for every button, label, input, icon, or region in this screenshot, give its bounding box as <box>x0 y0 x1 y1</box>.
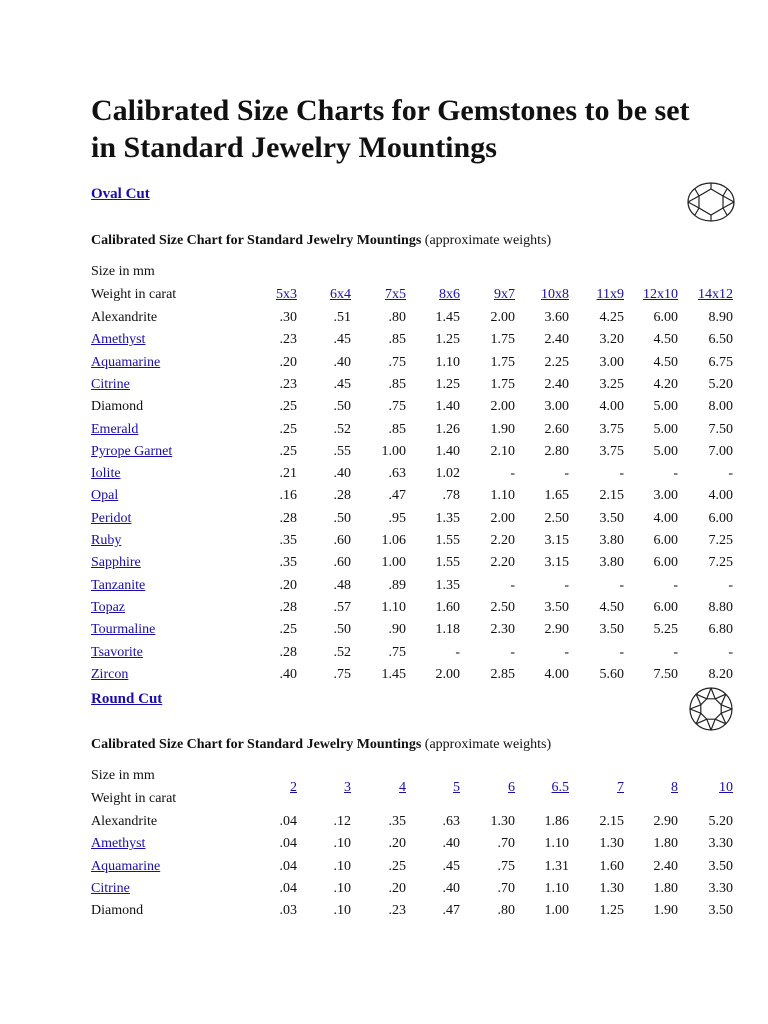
table-row <box>91 859 736 881</box>
weight-cell: .55 <box>333 443 351 459</box>
gem-name[interactable]: Topaz <box>91 599 126 615</box>
weight-cell: 3.00 <box>653 488 678 504</box>
weight-cell: 2.25 <box>544 354 569 370</box>
weight-in-carat-label: Weight in carat <box>91 791 177 806</box>
weight-cell: 2.85 <box>490 666 515 682</box>
weight-cell: .25 <box>279 622 297 638</box>
round-cut-link[interactable]: Round Cut <box>91 691 163 707</box>
chart-title <box>91 737 551 753</box>
table-row <box>91 466 736 488</box>
table-row <box>91 422 736 444</box>
size-link-6[interactable]: 6 <box>508 780 515 795</box>
weight-cell: 1.90 <box>653 903 678 919</box>
table-row <box>91 377 736 399</box>
size-link-5[interactable]: 5 <box>453 780 460 795</box>
weight-cell: .60 <box>333 555 351 571</box>
weight-cell: 5.00 <box>653 399 678 415</box>
weight-cell: 1.80 <box>653 880 678 896</box>
weight-cell: - <box>510 577 515 593</box>
weight-cell: 1.35 <box>435 577 460 593</box>
weight-cell: - <box>510 466 515 482</box>
weight-cell: .20 <box>279 354 297 370</box>
weight-cell: 1.40 <box>435 443 460 459</box>
table-row <box>91 600 736 622</box>
weight-cell: .23 <box>388 903 406 919</box>
size-link-7[interactable]: 7 <box>617 780 624 795</box>
weight-cell: 1.25 <box>435 332 460 348</box>
weight-cell: 3.15 <box>544 533 569 548</box>
weight-cell: .25 <box>279 443 297 459</box>
weight-cell: .23 <box>279 332 297 348</box>
weight-cell: 3.00 <box>544 399 569 415</box>
weight-cell: 5.60 <box>599 666 624 682</box>
weight-cell: 3.20 <box>599 332 624 348</box>
gem-name: Alexandrite <box>91 310 158 325</box>
gem-name: Diamond <box>91 903 144 919</box>
weight-cell: - <box>673 644 678 660</box>
gem-name: Diamond <box>91 399 144 415</box>
weight-cell: 4.25 <box>599 310 624 325</box>
size-link-2[interactable]: 2 <box>290 780 297 795</box>
gem-name[interactable]: Amethyst <box>91 836 146 852</box>
weight-cell: 1.18 <box>435 622 460 638</box>
weight-cell: .10 <box>333 880 351 896</box>
size-link-11x9[interactable]: 11x9 <box>596 287 624 302</box>
oval-cut-link[interactable]: Oval Cut <box>91 186 150 202</box>
weight-cell: 1.02 <box>435 466 460 482</box>
gem-name[interactable]: Citrine <box>91 880 130 896</box>
table-row <box>91 533 736 555</box>
weight-cell: .40 <box>333 354 351 370</box>
weight-cell: 3.50 <box>544 599 569 615</box>
weight-cell: .70 <box>497 880 515 896</box>
size-link-10x8[interactable]: 10x8 <box>541 287 569 302</box>
size-link-3[interactable]: 3 <box>344 780 351 795</box>
weight-cell: .04 <box>279 880 297 896</box>
weight-cell: 1.65 <box>544 488 569 504</box>
round-cut-gem-icon <box>686 687 736 731</box>
weight-cell: .75 <box>388 644 406 660</box>
weight-cell: 3.50 <box>708 858 733 874</box>
size-link-5x3[interactable]: 5x3 <box>276 287 297 302</box>
weight-cell: 1.06 <box>381 533 406 548</box>
weight-cell: 6.75 <box>708 354 733 370</box>
weight-cell: - <box>728 644 733 660</box>
weight-cell: 3.50 <box>599 510 624 526</box>
weight-cell: .21 <box>279 466 297 482</box>
weight-cell: 4.20 <box>653 376 678 392</box>
weight-cell: 1.00 <box>544 903 569 919</box>
gem-name[interactable]: Citrine <box>91 376 130 392</box>
weight-cell: - <box>455 644 460 660</box>
weight-cell: 1.25 <box>599 903 624 919</box>
weight-cell: 1.00 <box>381 443 406 459</box>
size-in-mm-label: Size in mm <box>91 264 155 279</box>
weight-cell: .45 <box>333 376 351 392</box>
weight-cell: 4.00 <box>708 488 733 504</box>
weight-cell: .85 <box>388 376 406 392</box>
weight-cell: 2.50 <box>544 510 569 526</box>
weight-cell: 1.86 <box>544 814 569 829</box>
weight-cell: 6.00 <box>653 533 678 548</box>
weight-cell: 1.25 <box>435 376 460 392</box>
weight-cell: 7.25 <box>708 555 733 571</box>
weight-cell: .23 <box>279 376 297 392</box>
weight-cell: 4.50 <box>653 332 678 348</box>
weight-cell: 1.35 <box>435 510 460 526</box>
weight-cell: .45 <box>333 332 351 348</box>
size-link-4[interactable]: 4 <box>399 780 406 795</box>
weight-cell: .50 <box>333 622 351 638</box>
weight-cell: 8.80 <box>708 599 733 615</box>
weight-cell: .75 <box>388 399 406 415</box>
size-link-14x12[interactable]: 14x12 <box>698 287 733 302</box>
weight-cell: .51 <box>333 310 351 325</box>
weight-cell: .25 <box>279 399 297 415</box>
weight-cell: 3.80 <box>599 555 624 571</box>
weight-cell: .52 <box>333 421 351 437</box>
weight-cell: 3.30 <box>708 880 733 896</box>
weight-cell: .12 <box>333 814 351 829</box>
gem-name[interactable]: Tsavorite <box>91 644 143 660</box>
weight-cell: 5.20 <box>708 814 733 829</box>
gem-name: Alexandrite <box>91 814 158 829</box>
weight-cell: .52 <box>333 644 351 660</box>
weight-cell: .75 <box>388 354 406 370</box>
weight-cell: .80 <box>388 310 406 325</box>
table-row <box>91 555 736 577</box>
weight-cell: .45 <box>442 858 460 874</box>
weight-cell: 4.00 <box>653 510 678 526</box>
weight-cell: .10 <box>333 836 351 852</box>
gem-name[interactable]: Opal <box>91 488 119 504</box>
weight-cell: 1.60 <box>599 858 624 874</box>
weight-cell: 7.00 <box>708 443 733 459</box>
weight-cell: 1.30 <box>599 836 624 852</box>
weight-cell: 2.30 <box>490 622 515 638</box>
gem-name[interactable]: Tourmaline <box>91 622 156 638</box>
weight-cell: 6.80 <box>708 622 733 638</box>
weight-cell: .28 <box>279 510 297 526</box>
gem-name[interactable]: Peridot <box>91 510 132 526</box>
table-row <box>91 836 736 858</box>
gem-name[interactable]: Emerald <box>91 421 139 437</box>
weight-cell: 1.40 <box>435 399 460 415</box>
size-label-row <box>91 264 736 286</box>
gem-name[interactable]: Iolite <box>91 466 121 482</box>
weight-cell: 1.30 <box>599 880 624 896</box>
weight-cell: 3.25 <box>599 376 624 392</box>
weight-cell: 1.80 <box>653 836 678 852</box>
size-header-row <box>91 287 736 309</box>
size-link-6x4[interactable]: 6x4 <box>330 287 351 302</box>
weight-cell: .50 <box>333 399 351 415</box>
page-title: Calibrated Size Charts for Gemstones to be set in Standard Jewelry Mountings <box>91 94 690 164</box>
size-link-9x7[interactable]: 9x7 <box>494 287 515 302</box>
size-link-8x6[interactable]: 8x6 <box>439 287 460 302</box>
weight-cell: 2.00 <box>490 310 515 325</box>
weight-cell: 3.50 <box>708 903 733 919</box>
weight-cell: 6.00 <box>653 555 678 571</box>
size-link-7x5[interactable]: 7x5 <box>385 287 406 302</box>
weight-cell: 4.00 <box>544 666 569 682</box>
table-row <box>91 355 736 377</box>
weight-cell: 5.20 <box>708 376 733 392</box>
weight-cell: 2.60 <box>544 421 569 437</box>
chart-title-bold: Calibrated Size Chart for Standard Jewelry Mountings <box>91 233 422 248</box>
weight-cell: - <box>673 466 678 482</box>
weight-cell: .57 <box>333 599 351 615</box>
weight-cell: 1.26 <box>435 421 460 437</box>
size-link-12x10[interactable]: 12x10 <box>643 287 678 302</box>
gem-name[interactable]: Aquamarine <box>91 354 161 370</box>
weight-cell: .40 <box>333 466 351 482</box>
table-row <box>91 622 736 644</box>
weight-cell: - <box>619 644 624 660</box>
weight-cell: - <box>619 466 624 482</box>
weight-cell: .03 <box>279 903 297 919</box>
weight-cell: 1.00 <box>381 555 406 571</box>
gem-name[interactable]: Tanzanite <box>91 577 146 593</box>
weight-cell: - <box>619 577 624 593</box>
weight-cell: .25 <box>279 421 297 437</box>
weight-cell: 2.20 <box>490 555 515 571</box>
weight-cell: 2.90 <box>544 622 569 638</box>
weight-cell: .48 <box>333 577 351 593</box>
table-row <box>91 511 736 533</box>
weight-cell: .85 <box>388 332 406 348</box>
weight-cell: 1.30 <box>490 814 515 829</box>
weight-cell: 3.75 <box>599 421 624 437</box>
weight-cell: 1.55 <box>435 555 460 571</box>
weight-cell: 2.15 <box>599 488 624 504</box>
weight-cell: - <box>673 577 678 593</box>
weight-cell: .35 <box>279 555 297 571</box>
weight-cell: 3.60 <box>544 310 569 325</box>
weight-cell: .30 <box>279 310 297 325</box>
weight-cell: .25 <box>388 858 406 874</box>
weight-cell: 6.50 <box>708 332 733 348</box>
weight-cell: 2.10 <box>490 443 515 459</box>
weight-cell: .20 <box>388 880 406 896</box>
weight-cell: 5.25 <box>653 622 678 638</box>
weight-cell: .04 <box>279 814 297 829</box>
table-row <box>91 310 736 332</box>
table-row <box>91 399 736 421</box>
weight-cell: - <box>728 577 733 593</box>
size-header-row <box>91 780 736 802</box>
weight-cell: 1.10 <box>544 880 569 896</box>
weight-cell: .10 <box>333 903 351 919</box>
weight-cell: 2.00 <box>490 399 515 415</box>
weight-cell: .04 <box>279 858 297 874</box>
size-link-6.5[interactable]: 6.5 <box>551 780 569 795</box>
size-link-8[interactable]: 8 <box>671 780 678 795</box>
table-row <box>91 903 736 925</box>
weight-cell: .95 <box>388 510 406 526</box>
weight-cell: 1.31 <box>544 858 569 874</box>
weight-cell: 2.40 <box>544 376 569 392</box>
weight-cell: .80 <box>497 903 515 919</box>
weight-cell: 2.90 <box>653 814 678 829</box>
weight-in-carat-label: Weight in carat <box>91 287 177 302</box>
weight-cell: .10 <box>333 858 351 874</box>
weight-cell: 8.00 <box>708 399 733 415</box>
weight-cell: .40 <box>279 666 297 682</box>
weight-cell: .63 <box>388 466 406 482</box>
chart-note: (approximate weights) <box>424 737 552 752</box>
weight-cell: .35 <box>388 814 406 829</box>
chart-title <box>91 233 551 249</box>
gem-name[interactable]: Sapphire <box>91 555 141 571</box>
weight-cell: 1.75 <box>490 376 515 392</box>
weight-cell: 2.00 <box>435 666 460 682</box>
weight-cell: 2.80 <box>544 443 569 459</box>
weight-cell: .20 <box>388 836 406 852</box>
weight-cell: .40 <box>442 880 460 896</box>
weight-cell: .40 <box>442 836 460 852</box>
weight-cell: .89 <box>388 577 406 593</box>
size-in-mm-label: Size in mm <box>91 768 155 783</box>
weight-cell: .75 <box>497 858 515 874</box>
weight-cell: .90 <box>388 622 406 638</box>
weight-cell: .47 <box>388 488 406 504</box>
weight-cell: .04 <box>279 836 297 852</box>
weight-cell: 5.00 <box>653 421 678 437</box>
table-row <box>91 667 736 689</box>
weight-cell: .85 <box>388 421 406 437</box>
weight-cell: - <box>564 644 569 660</box>
weight-cell: 8.90 <box>708 310 733 325</box>
weight-cell: 1.55 <box>435 533 460 548</box>
weight-cell: 4.50 <box>653 354 678 370</box>
weight-cell: 3.00 <box>599 354 624 370</box>
gem-name[interactable]: Amethyst <box>91 332 146 348</box>
weight-cell: 1.45 <box>435 310 460 325</box>
weight-cell: 7.50 <box>653 666 678 682</box>
weight-cell: 1.10 <box>381 599 406 615</box>
weight-cell: .75 <box>333 666 351 682</box>
weight-cell: 3.30 <box>708 836 733 852</box>
weight-cell: 2.20 <box>490 533 515 548</box>
weight-cell: 1.10 <box>490 488 515 504</box>
weight-cell: .28 <box>333 488 351 504</box>
weight-cell: .35 <box>279 533 297 548</box>
weight-cell: - <box>564 577 569 593</box>
table-row <box>91 881 736 903</box>
gem-name[interactable]: Zircon <box>91 666 129 682</box>
weight-cell: 3.50 <box>599 622 624 638</box>
table-row <box>91 814 736 836</box>
table-row <box>91 645 736 667</box>
chart-note: (approximate weights) <box>424 233 552 248</box>
weight-cell: .63 <box>442 814 460 829</box>
weight-cell: 3.75 <box>599 443 624 459</box>
weight-cell: .28 <box>279 599 297 615</box>
weight-cell: 4.50 <box>599 599 624 615</box>
weight-cell: .70 <box>497 836 515 852</box>
table-row <box>91 488 736 510</box>
weight-cell: 1.90 <box>490 421 515 437</box>
weight-cell: .20 <box>279 577 297 593</box>
table-row <box>91 578 736 600</box>
weight-cell: .78 <box>442 488 460 504</box>
weight-cell: - <box>728 466 733 482</box>
weight-cell: - <box>564 466 569 482</box>
table-row <box>91 332 736 354</box>
weight-cell: 2.15 <box>599 814 624 829</box>
oval-cut-gem-icon <box>686 180 736 224</box>
weight-cell: - <box>510 644 515 660</box>
weight-cell: .47 <box>442 903 460 919</box>
weight-cell: 1.60 <box>435 599 460 615</box>
weight-cell: 8.20 <box>708 666 733 682</box>
gem-name[interactable]: Aquamarine <box>91 858 161 874</box>
weight-cell: 2.00 <box>490 510 515 526</box>
weight-cell: 6.00 <box>708 510 733 526</box>
weight-cell: 7.50 <box>708 421 733 437</box>
weight-cell: .50 <box>333 510 351 526</box>
weight-cell: 3.15 <box>544 555 569 571</box>
size-link-10[interactable]: 10 <box>719 780 733 795</box>
gem-name[interactable]: Ruby <box>91 533 122 548</box>
weight-cell: 2.40 <box>544 332 569 348</box>
weight-cell: 1.75 <box>490 354 515 370</box>
weight-cell: .28 <box>279 644 297 660</box>
weight-cell: 3.80 <box>599 533 624 548</box>
weight-cell: 6.00 <box>653 310 678 325</box>
weight-cell: 7.25 <box>708 533 733 548</box>
weight-cell: .60 <box>333 533 351 548</box>
weight-cell: 1.10 <box>435 354 460 370</box>
weight-cell: .16 <box>279 488 297 504</box>
weight-cell: 1.10 <box>544 836 569 852</box>
weight-cell: 4.00 <box>599 399 624 415</box>
weight-cell: 2.40 <box>653 858 678 874</box>
weight-cell: 1.75 <box>490 332 515 348</box>
weight-cell: 2.50 <box>490 599 515 615</box>
weight-cell: 6.00 <box>653 599 678 615</box>
weight-cell: 5.00 <box>653 443 678 459</box>
gem-name[interactable]: Pyrope Garnet <box>91 443 173 459</box>
chart-title-bold: Calibrated Size Chart for Standard Jewelry Mountings <box>91 737 422 752</box>
weight-cell: 1.45 <box>381 666 406 682</box>
table-row <box>91 444 736 466</box>
